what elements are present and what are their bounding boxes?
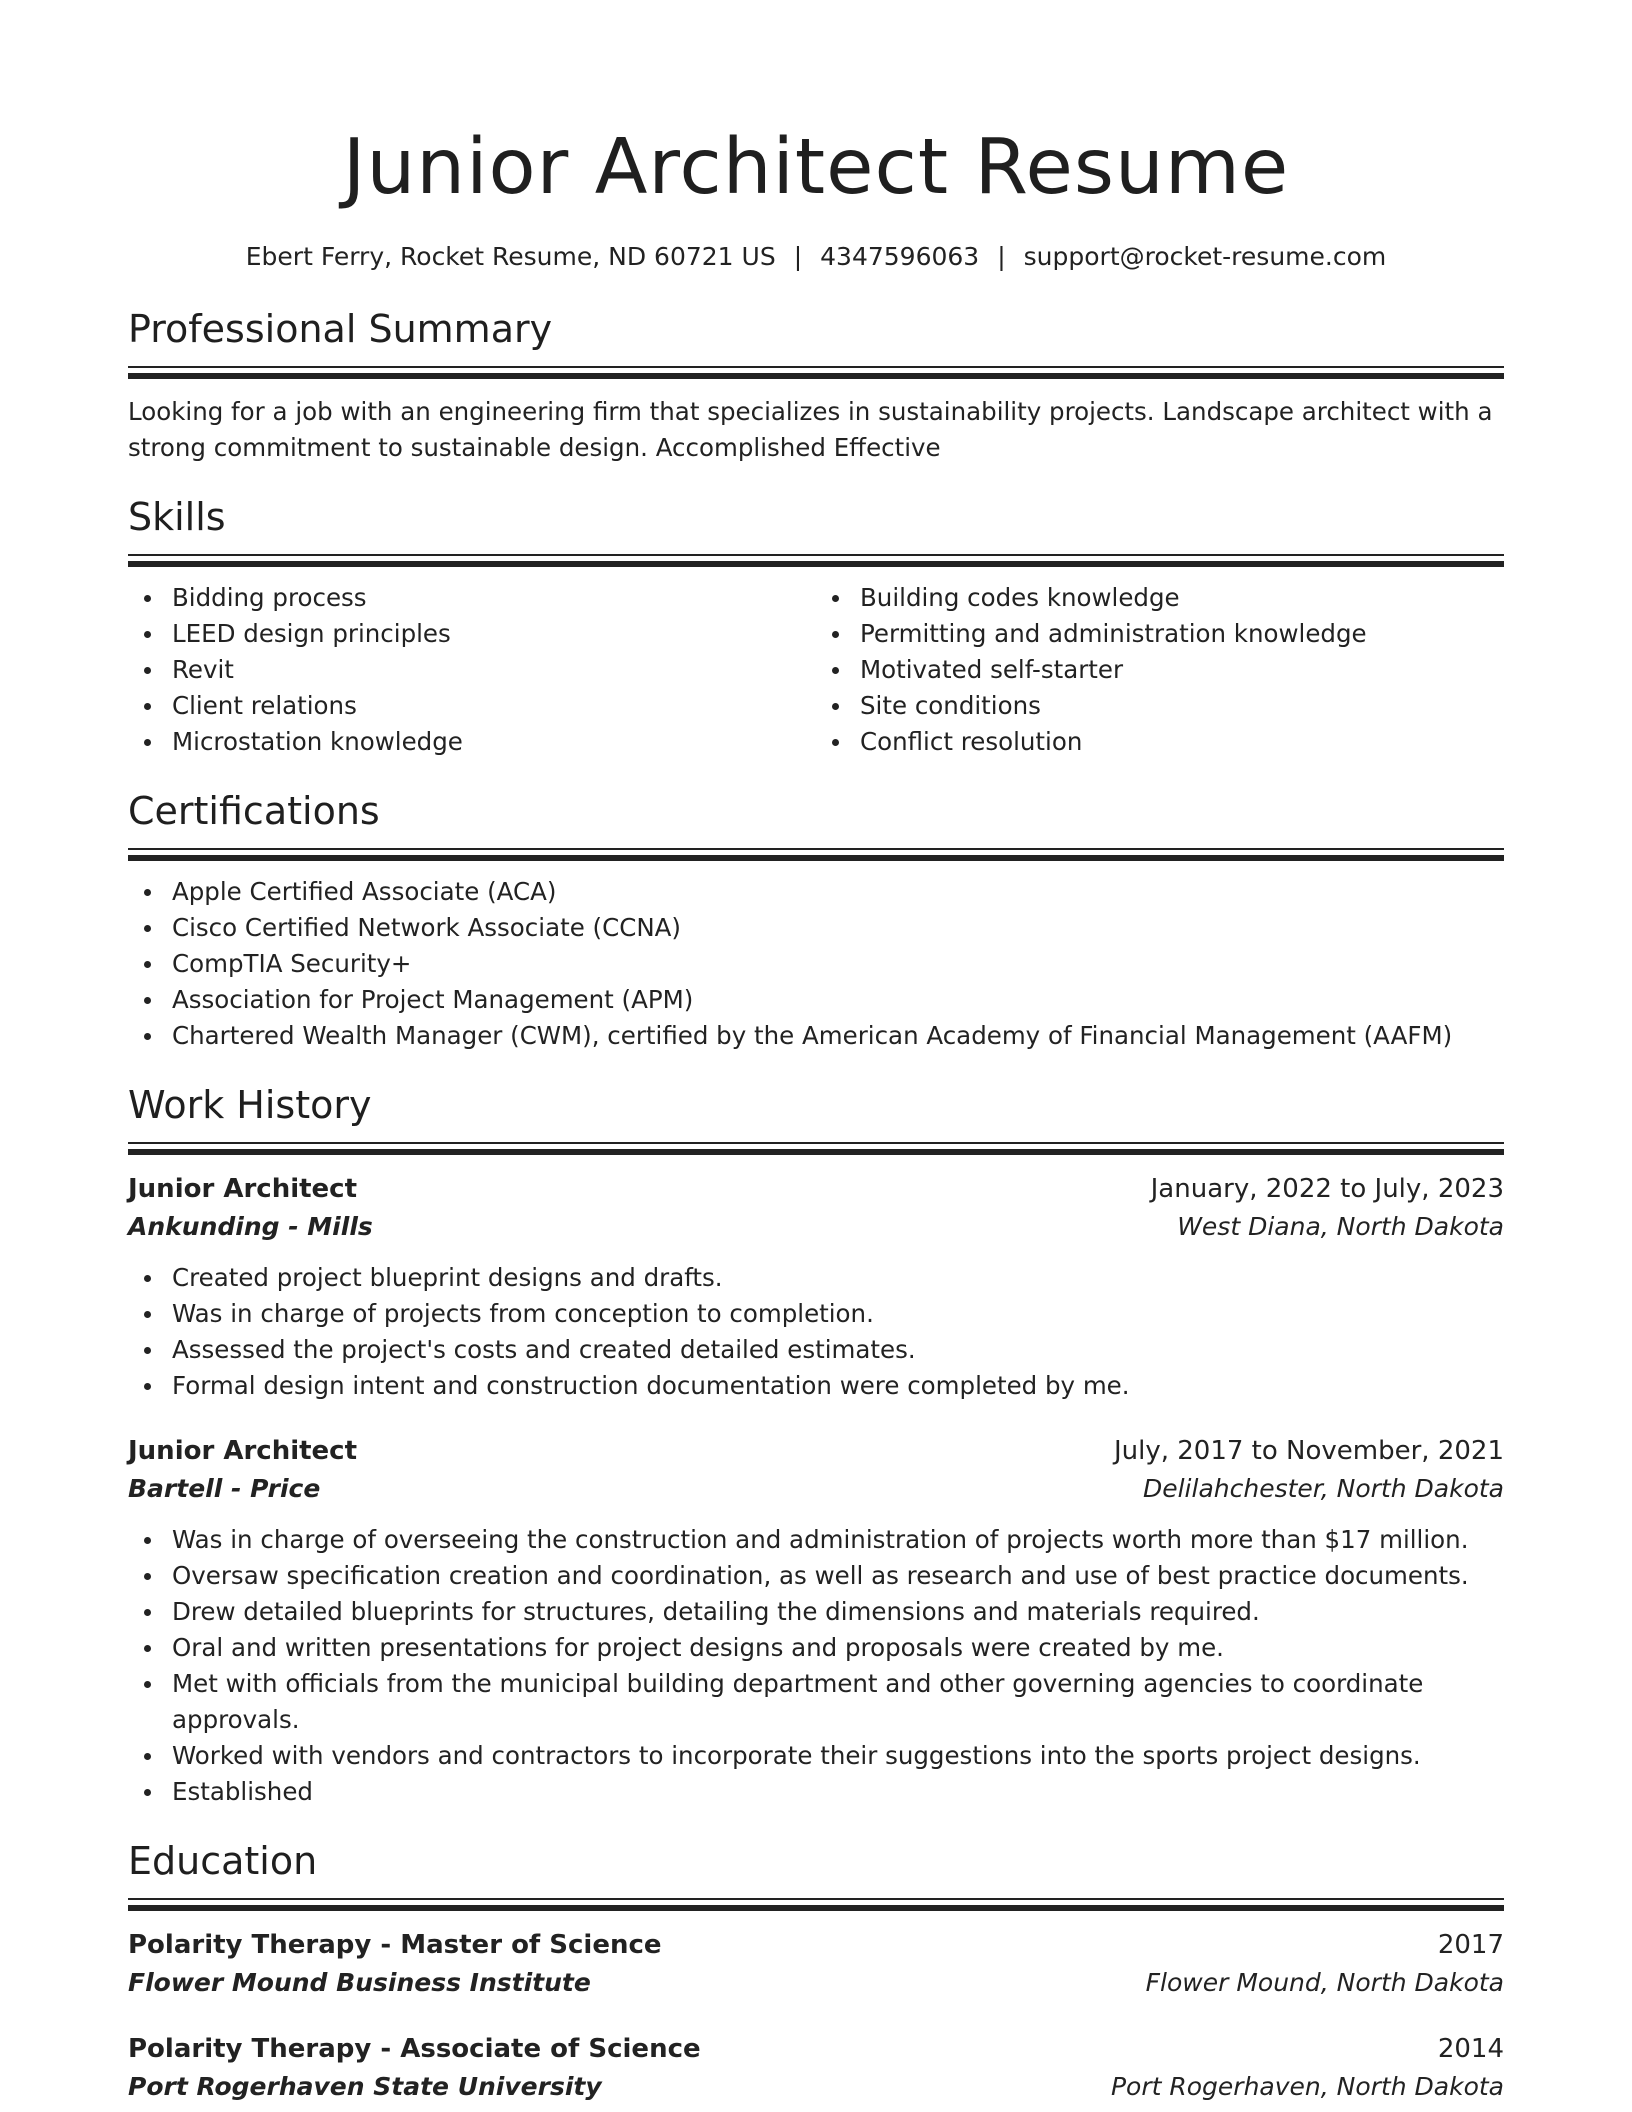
resume-title: Junior Architect Resume: [342, 123, 1290, 212]
job-company: Bartell - Price: [128, 1474, 321, 1503]
contact-email: support@rocket-resume.com: [1023, 242, 1387, 271]
education-location: Flower Mound, North Dakota: [1145, 1968, 1504, 1997]
education-school: Flower Mound Business Institute: [128, 1968, 591, 1997]
job-duty-item: Formal design intent and construction documentation were completed by me.: [172, 1368, 1504, 1404]
section-divider: [128, 1142, 1504, 1154]
education-year: 2017: [1437, 1930, 1504, 1960]
job-dates: January, 2022 to July, 2023: [1150, 1174, 1504, 1204]
education-year: 2014: [1437, 2034, 1504, 2064]
contact-separator: |: [997, 242, 1006, 271]
certifications-list: [128, 874, 1504, 1054]
contact-phone: 4347596063: [820, 242, 980, 271]
certification-item: Association for Project Management (APM): [172, 982, 1504, 1018]
job-duty-item: Oversaw specification creation and coordination, as well as research and use of best practice documents.: [172, 1558, 1504, 1594]
education-location: Port Rogerhaven, North Dakota: [1110, 2072, 1504, 2101]
education-entry: [128, 2030, 1504, 2106]
job-company: Ankunding - Mills: [128, 1212, 373, 1241]
job-duty-item: Established: [172, 1774, 1504, 1810]
skills-grid: [128, 566, 1504, 760]
skill-item: Microstation knowledge: [172, 724, 816, 760]
summary-heading: Professional Summary: [128, 307, 553, 351]
section-divider: [128, 366, 1504, 378]
skills-list-right: [816, 580, 1504, 760]
work-history-heading: Work History: [128, 1083, 372, 1127]
job-duty-item: Was in charge of overseeing the construction and administration of projects worth more than $17 million.: [172, 1522, 1504, 1558]
contact-line: [128, 240, 1504, 274]
section-divider: [128, 848, 1504, 860]
job-duty-item: Created project blueprint designs and drafts.: [172, 1260, 1504, 1296]
certification-item: CompTIA Security+: [172, 946, 1504, 982]
certification-item: Apple Certified Associate (ACA): [172, 874, 1504, 910]
skills-section: [128, 492, 1504, 760]
section-divider: [128, 554, 1504, 566]
skill-item: Client relations: [172, 688, 816, 724]
job-entry: [128, 1432, 1504, 1810]
contact-address: Ebert Ferry, Rocket Resume, ND 60721 US: [245, 242, 776, 271]
education-heading: Education: [128, 1839, 318, 1883]
skill-item: LEED design principles: [172, 616, 816, 652]
contact-separator: |: [793, 242, 803, 271]
job-duties-list: [128, 1260, 1504, 1404]
summary-section: [128, 304, 1504, 466]
education-section: [128, 1836, 1504, 2106]
skill-item: Building codes knowledge: [860, 580, 1504, 616]
summary-text: Looking for a job with an engineering firm that specializes in sustainability projects. Landscape architect with a strong commitment to sustainable design. Accomplished Effective: [128, 397, 1493, 462]
job-duty-item: Worked with vendors and contractors to incorporate their suggestions into the sports project designs.: [172, 1738, 1504, 1774]
job-title: Junior Architect: [128, 1436, 358, 1466]
job-duty-item: Oral and written presentations for project designs and proposals were created by me.: [172, 1630, 1504, 1666]
education-entry: [128, 1926, 1504, 2002]
skill-item: Site conditions: [860, 688, 1504, 724]
education-degree: Polarity Therapy - Associate of Science: [128, 2034, 701, 2064]
skills-heading: Skills: [128, 495, 226, 539]
education-degree: Polarity Therapy - Master of Science: [128, 1930, 662, 1960]
job-location: Delilahchester, North Dakota: [1142, 1474, 1504, 1503]
job-duty-item: Drew detailed blueprints for structures, detailing the dimensions and materials required.: [172, 1594, 1504, 1630]
certifications-heading: Certifications: [128, 789, 380, 833]
job-duty-item: Assessed the project's costs and created detailed estimates.: [172, 1332, 1504, 1368]
job-duty-item: Was in charge of projects from conception to completion.: [172, 1296, 1504, 1332]
section-divider: [128, 1898, 1504, 1910]
education-school: Port Rogerhaven State University: [128, 2072, 602, 2101]
skill-item: Bidding process: [172, 580, 816, 616]
job-title: Junior Architect: [128, 1174, 358, 1204]
job-duty-item: Met with officials from the municipal building department and other governing agencies to coordinate approvals.: [172, 1666, 1504, 1738]
certification-item: Cisco Certified Network Associate (CCNA): [172, 910, 1504, 946]
job-location: West Diana, North Dakota: [1177, 1212, 1504, 1241]
job-entry: [128, 1170, 1504, 1404]
skill-item: Permitting and administration knowledge: [860, 616, 1504, 652]
job-dates: July, 2017 to November, 2021: [1113, 1436, 1504, 1466]
skill-item: Motivated self-starter: [860, 652, 1504, 688]
job-duties-list: [128, 1522, 1504, 1810]
skill-item: Conflict resolution: [860, 724, 1504, 760]
skill-item: Revit: [172, 652, 816, 688]
certification-item: Chartered Wealth Manager (CWM), certified by the American Academy of Financial Management (AAFM): [172, 1018, 1504, 1054]
work-history-section: [128, 1080, 1504, 1810]
certifications-section: [128, 786, 1504, 1054]
skills-list-left: [128, 580, 816, 760]
